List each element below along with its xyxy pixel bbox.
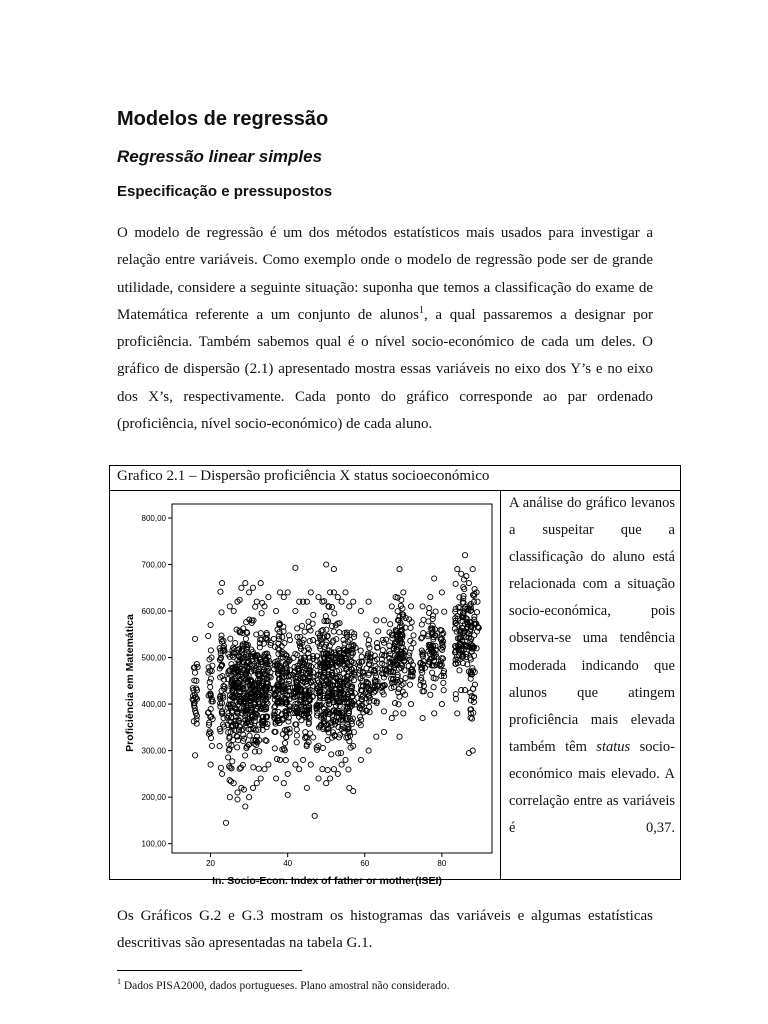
data-point [411,633,416,638]
data-point [235,745,240,750]
data-point [455,567,460,572]
x-tick-label: 80 [437,859,447,868]
data-point [439,702,444,707]
data-point [462,553,467,558]
data-point [393,711,398,716]
data-point [272,746,277,751]
data-point [285,590,290,595]
data-point [475,599,480,604]
data-point [455,711,460,716]
data-point [284,734,289,739]
data-point [466,581,471,586]
data-point [325,738,330,743]
data-point [328,776,333,781]
data-point [304,599,309,604]
data-point [235,790,240,795]
data-point [366,748,371,753]
data-point [218,589,223,594]
data-point [208,622,213,627]
data-point [381,729,386,734]
footnote-marker[interactable]: 1 [418,304,424,316]
data-point [374,618,379,623]
data-point [228,636,233,641]
data-point [408,702,413,707]
figure-caption: Grafico 2.1 – Dispersão proficiência X status socioeconómico [117,468,490,484]
data-point [408,604,413,609]
figure-table [109,465,681,887]
data-point [329,623,334,628]
data-point [285,792,290,797]
data-point [259,611,264,616]
data-point [266,595,271,600]
data-point [281,781,286,786]
data-point [247,590,252,595]
page-title: Modelos de regressão [117,108,329,130]
section-heading: Especificação e pressupostos [117,183,333,200]
data-point [243,581,248,586]
data-point [305,645,310,650]
data-point [439,590,444,595]
data-point [206,633,211,638]
scatter-chart [110,491,500,887]
data-point [274,608,279,613]
data-point [381,709,386,714]
data-point [366,599,371,604]
data-point [457,668,462,673]
data-point [283,758,288,763]
data-point [347,604,352,609]
data-point [324,627,329,632]
data-point [294,740,299,745]
data-point [324,562,329,567]
data-point [208,762,213,767]
data-point [223,820,228,825]
footnote-text: Dados PISA2000, dados portugueses. Plano amostral não considerado. [121,979,450,992]
data-point [407,682,412,687]
data-point [431,685,436,690]
data-point [299,623,304,628]
data-point [403,676,408,681]
data-point [381,618,386,623]
y-tick-label: 800,00 [141,513,166,523]
data-point [331,767,336,772]
data-point [389,604,394,609]
data-point [243,804,248,809]
data-point [323,614,328,619]
data-point [253,604,258,609]
data-point [358,608,363,613]
data-point [192,670,197,675]
data-point [332,611,337,616]
data-point [459,571,464,576]
data-point [294,733,299,738]
data-point [427,606,432,611]
data-point [339,762,344,767]
data-point [297,767,302,772]
data-point [324,781,329,786]
footnote-rule [117,970,302,971]
data-point [193,636,198,641]
data-point [302,629,307,634]
histogram-paragraph: Os Gráficos G.2 e G.3 mostram os histogramas das variáveis e algumas estatísticas descritivas são apresentadas na tabela G.1. [117,908,653,952]
data-points [190,553,481,826]
data-point [358,648,363,653]
data-point [392,701,397,706]
data-point [388,622,393,627]
data-point [401,711,406,716]
data-point [258,581,263,586]
data-point [217,744,222,749]
data-point [256,766,261,771]
data-point [301,757,306,762]
subtitle: Regressão linear simples [117,147,323,166]
data-point [281,595,286,600]
data-point [351,789,356,794]
commentary-italic: status [596,738,631,755]
y-tick-label: 500,00 [141,653,166,663]
data-point [420,716,425,721]
data-point [462,587,467,592]
data-point [432,711,437,716]
data-point [209,743,214,748]
data-point [433,609,438,614]
x-axis-label: In. Socio-Econ. Index of father or mother(ISEI) [212,875,442,887]
data-point [409,646,414,651]
data-point [441,688,446,693]
data-point [308,590,313,595]
data-point [208,676,213,681]
x-tick-label: 60 [360,859,370,868]
data-point [243,636,248,641]
data-point [395,609,400,614]
data-point [428,692,433,697]
data-point [366,704,371,709]
data-point [310,638,315,643]
data-point [428,595,433,600]
data-point [277,757,282,762]
data-point [220,581,225,586]
data-point [311,735,316,740]
data-point [462,688,467,693]
data-point [293,565,298,570]
data-point [231,608,236,613]
data-point [227,604,232,609]
data-point [325,767,330,772]
data-point [408,625,413,630]
data-point [329,752,334,757]
intro-text-part1: O modelo de regressão é um dos métodos estatísticos mais usados para investigar a relação entre variáveis. Como exemplo onde o modelo de regressão pode ser de grande utilidade, considere a seguinte situação: suponha que temos a classificação do exame de Matemática referente a um conjunto de alunos [117,225,653,323]
x-tick-label: 40 [283,859,293,868]
data-point [453,581,458,586]
data-point [308,762,313,767]
data-point [442,609,447,614]
data-point [432,576,437,581]
y-tick-label: 700,00 [141,560,166,570]
y-tick-label: 300,00 [141,746,166,756]
data-point [343,757,348,762]
data-point [294,727,299,732]
data-point [343,590,348,595]
footnote [117,977,450,992]
y-axis-ticks [142,514,172,849]
data-point [335,771,340,776]
data-point [239,585,244,590]
data-point [470,748,475,753]
data-point [293,762,298,767]
footnote-number: 1 [117,977,121,986]
data-point [250,785,255,790]
data-point [230,759,235,764]
data-point [331,567,336,572]
y-tick-label: 200,00 [141,793,166,803]
data-point [283,740,288,745]
data-point [250,585,255,590]
data-point [331,629,336,634]
x-tick-label: 20 [206,859,216,868]
figure-commentary [509,490,675,842]
data-point [420,604,425,609]
commentary-part2: socio-económico mais elevado. A correlação entre as variáveis é 0,37. [509,738,675,837]
data-point [247,733,252,738]
data-point [470,567,475,572]
data-point [316,776,321,781]
data-point [397,567,402,572]
data-point [358,757,363,762]
data-point [421,683,426,688]
data-point [311,612,316,617]
data-point [226,755,231,760]
data-point [219,610,224,615]
data-point [335,595,340,600]
data-point [277,590,282,595]
data-point [251,765,256,770]
x-axis-ticks [206,853,447,868]
data-point [285,771,290,776]
data-point [396,702,401,707]
data-point [304,785,309,790]
data-point [320,745,325,750]
data-point [466,750,471,755]
data-point [254,781,259,786]
data-point [219,633,224,638]
data-point [227,795,232,800]
data-point [220,771,225,776]
data-point [254,599,259,604]
intro-text-part2: , a qual passaremos a designar por proficiência. Também sabemos qual é o nível socio-económico de cada um deles. O gráfico de dispersão (2.1) apresentado mostra essas variáveis no eixo dos Y’s e no eixo dos X’s, respectivamente. Cada ponto do gráfico corresponde ao par ordenado (proficiência, nível socio-económico) de cada aluno. [117,306,653,433]
data-point [193,753,198,758]
data-point [274,776,279,781]
y-axis-label: Proficiência em Matemática [124,614,136,752]
data-point [339,599,344,604]
commentary-part1: A análise do gráfico levanos a suspeitar que a classificação do aluno está relacionada com a situação socio-económica, pois observa-se uma tendência moderada indicando que alunos que atingem proficiência mais elevada também têm [509,495,675,755]
data-point [430,670,435,675]
intro-paragraph [117,220,653,438]
chart-cell [110,491,501,887]
data-point [389,716,394,721]
data-point [258,776,263,781]
data-point [364,632,369,637]
data-point [359,654,364,659]
data-point [351,599,356,604]
y-tick-label: 400,00 [141,700,166,710]
data-point [374,734,379,739]
data-point [441,680,446,685]
data-point [233,640,238,645]
data-point [243,753,248,758]
data-point [293,608,298,613]
data-point [387,643,392,648]
data-point [337,630,342,635]
data-point [331,590,336,595]
data-point [266,762,271,767]
data-point [316,595,321,600]
data-point [247,795,252,800]
data-point [401,590,406,595]
data-point [194,688,199,693]
data-point [208,648,213,653]
data-point [235,797,240,802]
data-point [419,622,424,627]
data-point [367,645,372,650]
data-point [271,636,276,641]
data-point [218,765,223,770]
caption-row [110,466,680,491]
data-point [346,767,351,772]
y-tick-label: 600,00 [141,607,166,617]
data-point [376,629,381,634]
data-point [320,767,325,772]
data-point [397,734,402,739]
data-point [295,626,300,631]
data-point [312,813,317,818]
data-point [307,639,312,644]
y-tick-label: 100,00 [141,839,166,849]
data-point [262,767,267,772]
